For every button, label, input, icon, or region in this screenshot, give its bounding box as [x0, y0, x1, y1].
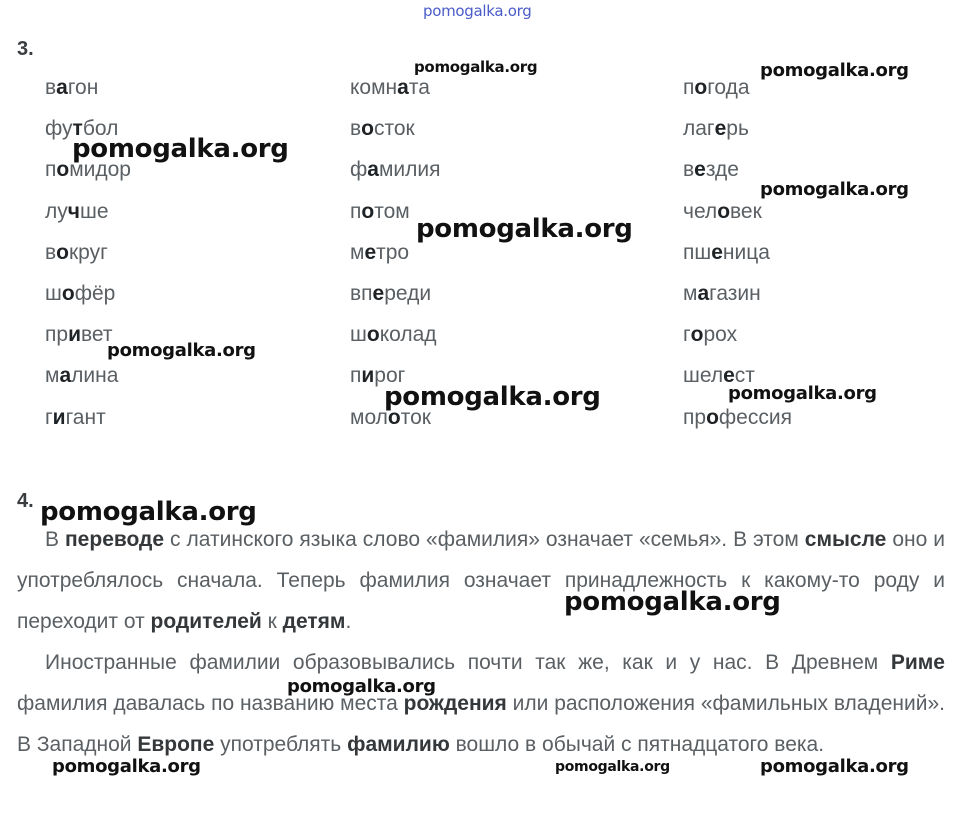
word-part: в: [350, 117, 362, 141]
stressed-letter: о: [690, 323, 704, 347]
word-part: п: [683, 76, 695, 99]
word-part: рь: [726, 117, 749, 141]
text-segment: или расположения «фамильных владений». В Западной: [17, 692, 945, 756]
word-item: [350, 323, 437, 347]
stressed-letter: а: [697, 282, 710, 305]
word-part: тро: [376, 240, 410, 264]
word-part: п: [350, 199, 362, 223]
exercise-4-paragraph-2: [17, 642, 945, 765]
watermark: pomogalka.org: [72, 134, 289, 164]
stressed-letter: о: [717, 199, 731, 223]
watermark: pomogalka.org: [414, 58, 538, 76]
word-item: [45, 282, 115, 306]
word-part: милия: [378, 158, 441, 182]
word-part: реди: [384, 282, 432, 305]
watermark: pomogalka.org: [107, 340, 256, 361]
word-part: мидор: [69, 158, 131, 182]
text-segment: оно и употреблялось сначала. Теперь фамилия означает принадлежность к какому-то роду и переходит от: [17, 528, 946, 633]
word-part: ше: [79, 199, 109, 223]
word-part: пш: [683, 240, 712, 264]
word-part: ст: [734, 364, 755, 388]
word-item: [350, 200, 410, 224]
word-part: рох: [703, 323, 738, 347]
word-part: года: [707, 76, 750, 99]
text-segment: употреблять: [214, 733, 348, 756]
word-item: [45, 364, 118, 388]
stressed-letter: о: [366, 323, 380, 347]
word-part: том: [374, 199, 410, 223]
word-part: круг: [68, 240, 108, 264]
word-part: пр: [683, 405, 707, 429]
word-part: п: [45, 158, 57, 182]
stressed-letter: е: [711, 240, 723, 264]
stressed-letter: е: [714, 117, 727, 141]
word-item: [683, 200, 762, 224]
word-item: [350, 158, 441, 182]
word-part: вп: [350, 282, 373, 305]
word-part: гон: [67, 76, 99, 99]
word-item: [683, 117, 749, 141]
stressed-letter: т: [72, 117, 83, 141]
watermark: pomogalka.org: [384, 382, 601, 412]
word-part: шел: [683, 364, 724, 388]
text-segment: Иностранные фамилии образовывались почти так же, как и у нас. В Древнем: [45, 651, 891, 674]
word-item: [683, 282, 761, 306]
word-part: г: [45, 405, 53, 429]
exercise-4-paragraph-1: [17, 519, 945, 642]
word-item: [45, 241, 108, 265]
exercise-4-number: 4.: [17, 490, 34, 512]
stressed-letter: а: [59, 364, 72, 388]
word-item: [350, 241, 409, 265]
watermark: pomogalka.org: [40, 497, 257, 527]
watermark: pomogalka.org: [760, 60, 909, 81]
stressed-letter: о: [694, 76, 708, 99]
bold-term: переводе: [65, 528, 165, 551]
word-part: м: [45, 364, 60, 388]
word-part: фу: [45, 117, 73, 141]
word-part: п: [350, 364, 362, 388]
word-part: фёр: [74, 282, 116, 305]
bold-term: смысле: [804, 528, 887, 551]
watermark: pomogalka.org: [423, 2, 532, 20]
word-item: [45, 323, 113, 347]
word-item: [350, 76, 430, 100]
word-part: мол: [350, 405, 388, 429]
word-part: гант: [65, 405, 106, 429]
word-item: [45, 76, 98, 100]
word-item: [683, 76, 750, 100]
word-item: [683, 323, 737, 347]
bold-term: Риме: [890, 651, 945, 674]
watermark: pomogalka.org: [728, 383, 877, 404]
word-part: фессия: [718, 405, 792, 429]
text-segment: вошло в обычай с пятнадцатого века.: [449, 733, 825, 756]
word-part: зде: [705, 158, 739, 182]
exercise-3-number: 3.: [17, 38, 34, 60]
stressed-letter: о: [361, 199, 375, 223]
word-part: рог: [374, 364, 406, 388]
stressed-letter: е: [723, 364, 735, 388]
stressed-letter: а: [367, 158, 379, 182]
stressed-letter: и: [361, 364, 375, 388]
stressed-letter: о: [56, 158, 70, 182]
bold-term: детям: [282, 610, 346, 633]
word-part: сток: [373, 117, 415, 141]
word-part: в: [683, 158, 695, 182]
stressed-letter: о: [56, 240, 69, 264]
watermark: pomogalka.org: [555, 759, 670, 775]
text-segment: к: [261, 610, 283, 633]
word-part: в: [45, 76, 57, 99]
word-item: [45, 200, 109, 224]
word-part: ф: [350, 158, 368, 182]
word-part: лу: [45, 199, 68, 223]
stressed-letter: и: [68, 323, 81, 347]
word-part: ш: [350, 323, 367, 347]
word-part: в: [45, 240, 57, 264]
watermark: pomogalka.org: [52, 756, 201, 777]
word-part: ток: [400, 405, 431, 429]
watermark: pomogalka.org: [564, 587, 781, 617]
bold-term: рождения: [403, 692, 507, 715]
word-item: [683, 406, 792, 430]
word-item: [683, 241, 770, 265]
word-item: [350, 282, 431, 306]
word-part: ш: [45, 282, 62, 305]
stressed-letter: а: [397, 76, 409, 99]
watermark: pomogalka.org: [760, 756, 909, 777]
word-part: лаг: [683, 117, 715, 141]
stressed-letter: е: [694, 158, 706, 182]
word-part: м: [350, 240, 365, 264]
stressed-letter: и: [52, 405, 66, 429]
stressed-letter: о: [706, 405, 719, 429]
word-part: комн: [350, 76, 398, 99]
word-part: м: [683, 282, 698, 305]
word-part: ница: [722, 240, 770, 264]
word-part: колад: [379, 323, 437, 347]
stressed-letter: е: [364, 240, 377, 264]
word-item: [45, 406, 106, 430]
word-item: [350, 117, 415, 141]
stressed-letter: о: [61, 282, 75, 305]
watermark: pomogalka.org: [760, 179, 909, 200]
word-part: бол: [82, 117, 119, 141]
word-part: вет: [80, 323, 113, 347]
watermark: pomogalka.org: [416, 214, 633, 244]
bold-term: Европе: [137, 733, 215, 756]
watermark: pomogalka.org: [287, 676, 436, 697]
bold-term: родителей: [150, 610, 262, 633]
word-part: г: [683, 323, 691, 347]
stressed-letter: е: [372, 282, 385, 305]
word-part: лина: [71, 364, 119, 388]
text-segment: фамилия давалась по названию места: [17, 692, 404, 715]
word-part: та: [408, 76, 430, 99]
word-part: чел: [683, 199, 718, 223]
text-segment: .: [345, 610, 352, 633]
stressed-letter: а: [56, 76, 68, 99]
word-part: век: [730, 199, 762, 223]
word-item: [683, 158, 739, 182]
text-segment: с латинского языка слово «фамилия» означает «семья». В этом: [164, 528, 805, 551]
stressed-letter: ч: [67, 199, 80, 223]
stressed-letter: о: [387, 405, 401, 429]
bold-term: фамилию: [347, 733, 450, 756]
word-part: пр: [45, 323, 69, 347]
word-part: газин: [709, 282, 761, 305]
stressed-letter: о: [361, 117, 374, 141]
text-segment: В: [45, 528, 65, 551]
